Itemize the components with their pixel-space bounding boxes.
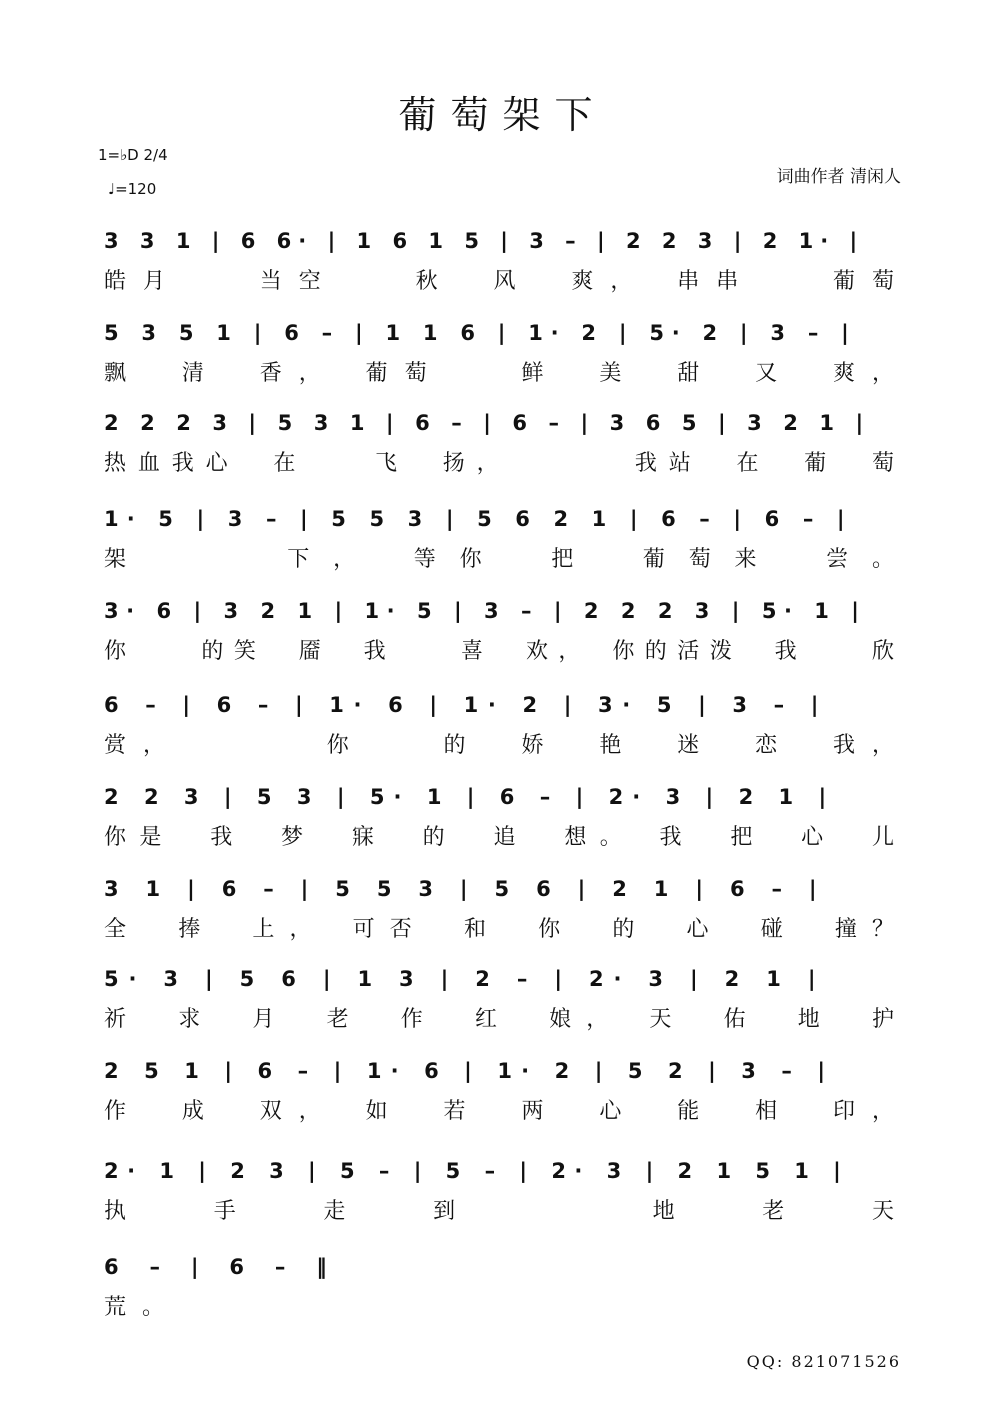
- notation-line: 2· 1 | 2 3 | 5 – | 5 – | 2· 3 | 2 1 5 1 |: [104, 1159, 850, 1183]
- beam-marks: [0, 320, 1005, 360]
- lyrics-line: 热血我心 在 飞 扬， 我站 在 葡 萄: [104, 451, 906, 476]
- notation-line: 1· 5 | 3 – | 5 5 3 | 5 6 2 1 | 6 – | 6 – |: [104, 507, 853, 531]
- beam-marks: [0, 784, 1005, 824]
- beam-marks: [0, 1158, 1005, 1198]
- lyrics-line: 飘 清 香， 葡萄 鲜 美 甜 又 爽，: [104, 361, 911, 386]
- notation-line: 3 1 | 6 – | 5 5 3 | 5 6 | 2 1 | 6 – |: [104, 877, 827, 901]
- lyrics-line: 皓月 当空 秋 风 爽， 串串 葡萄: [104, 269, 911, 294]
- notation-line: 5 3 5 1 | 6 – | 1 1 6 | 1· 2 | 5· 2 | 3 – |: [104, 321, 857, 345]
- lyrics-line: 架 下， 等你 把 葡萄来 尝。: [104, 547, 918, 572]
- beam-marks: [0, 410, 1005, 450]
- beam-marks: [0, 876, 1005, 916]
- song-title: 葡萄架下: [398, 93, 607, 137]
- beam-marks: [0, 598, 1005, 638]
- beam-marks: [0, 228, 1005, 268]
- lyrics-line: 你是 我 梦 寐 的 追 想。 我 把 心 儿: [104, 825, 908, 850]
- notation-line: 3· 6 | 3 2 1 | 1· 5 | 3 – | 2 2 2 3 | 5· 1 |: [104, 599, 867, 623]
- beam-marks: [0, 506, 1005, 546]
- notation-line: 2 2 3 | 5 3 | 5· 1 | 6 – | 2· 3 | 2 1 |: [104, 785, 836, 809]
- notation-line: 6 – | 6 – | 1· 6 | 1· 2 | 3· 5 | 3 – |: [104, 693, 829, 717]
- beam-marks: [0, 966, 1005, 1006]
- notation-line: 5· 3 | 5 6 | 1 3 | 2 – | 2· 3 | 2 1 |: [104, 967, 826, 991]
- tempo-marking: ♩=120: [108, 180, 157, 198]
- beam-marks: [0, 692, 1005, 732]
- beam-marks: [0, 1058, 1005, 1098]
- qq-contact: QQ: 821071526: [746, 1352, 901, 1371]
- lyrics-line: 你 的笑 靥 我 喜 欢， 你的活泼 我 欣: [104, 639, 905, 664]
- lyrics-line: 祈 求 月 老 作 红 娘， 天 佑 地 护: [104, 1007, 910, 1032]
- notation-line: 3 3 1 | 6 6· | 1 6 1 5 | 3 – | 2 2 3 | 2 1· |: [104, 229, 865, 253]
- author-credit: 词曲作者 清闲人: [776, 167, 901, 187]
- beam-marks: [0, 1254, 1005, 1294]
- lyrics-line: 赏， 你 的 娇 艳 迷 恋 我，: [104, 733, 911, 758]
- notation-line: 2 5 1 | 6 – | 1· 6 | 1· 2 | 5 2 | 3 – |: [104, 1059, 835, 1083]
- key-signature: 1=♭D 2/4: [98, 146, 168, 164]
- notation-line: 2 2 2 3 | 5 3 1 | 6 – | 6 – | 3 6 5 | 3 2 1 |: [104, 411, 871, 435]
- notation-line: 6 – | 6 – ‖: [104, 1255, 339, 1279]
- lyrics-line: 全 捧 上， 可否 和 你 的 心 碰 撞？: [104, 917, 910, 942]
- lyrics-line: 执 手 走 到 地 老 天: [104, 1199, 927, 1224]
- lyrics-line: 荒。: [104, 1295, 181, 1320]
- lyrics-line: 作 成 双， 如 若 两 心 能 相 印，: [104, 1099, 911, 1124]
